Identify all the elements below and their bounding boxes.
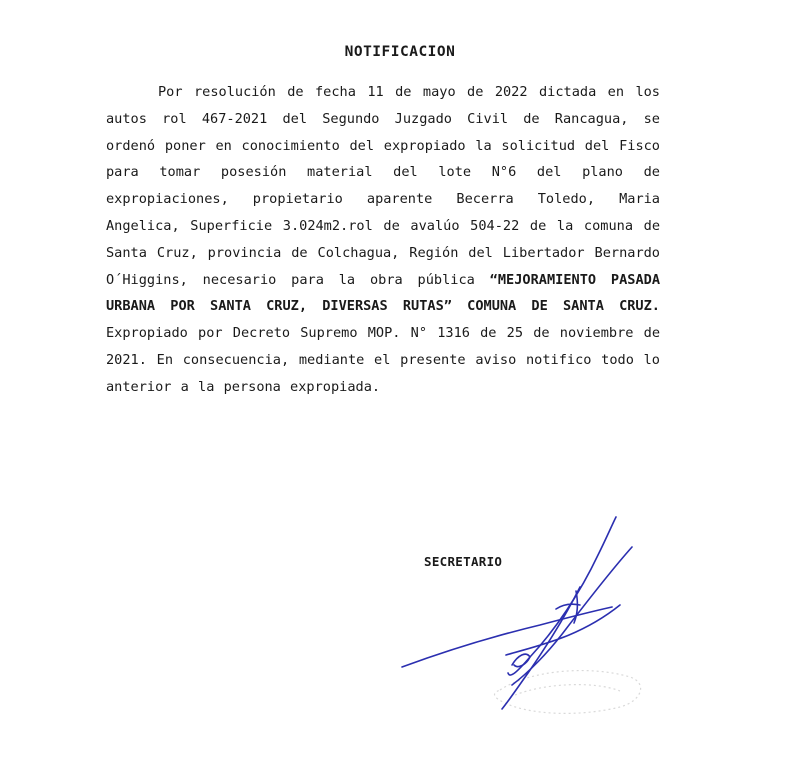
signature-label: SECRETARIO — [424, 554, 503, 569]
body-text-part2: Expropiado por Decreto Supremo MOP. N° 1316 de 25 de noviembre de 2021. En consecuencia, mediante el presente aviso notifico todo lo anterior a la persona expropiada. — [106, 325, 660, 395]
notification-body — [106, 79, 660, 401]
faint-stamp — [495, 671, 641, 714]
body-text-part1: Por resolución de fecha 11 de mayo de 2022 dictada en los autos rol 467-2021 del Segundo Juzgado Civil de Rancagua, se ordenó poner en conocimiento del expropiado la solicitud del Fisco para tomar posesión material del lote N°6 del plano de expropiaciones, propietario aparente Becerra Toledo, Maria Angelica, Superficie 3.024m2.rol de avalúo 504-22 de la comuna de Santa Cruz, provincia de Colchagua, Región del Libertador Bernardo O´Higgins, necesario para la obra pública — [106, 84, 660, 288]
document-title: NOTIFICACION — [344, 44, 456, 60]
signature-strokes — [402, 517, 632, 709]
handwritten-signature — [380, 505, 670, 725]
project-name: “MEJORAMIENTO PASADA URBANA POR SANTA CRUZ, DIVERSAS RUTAS” COMUNA DE SANTA CRUZ. — [106, 271, 661, 315]
